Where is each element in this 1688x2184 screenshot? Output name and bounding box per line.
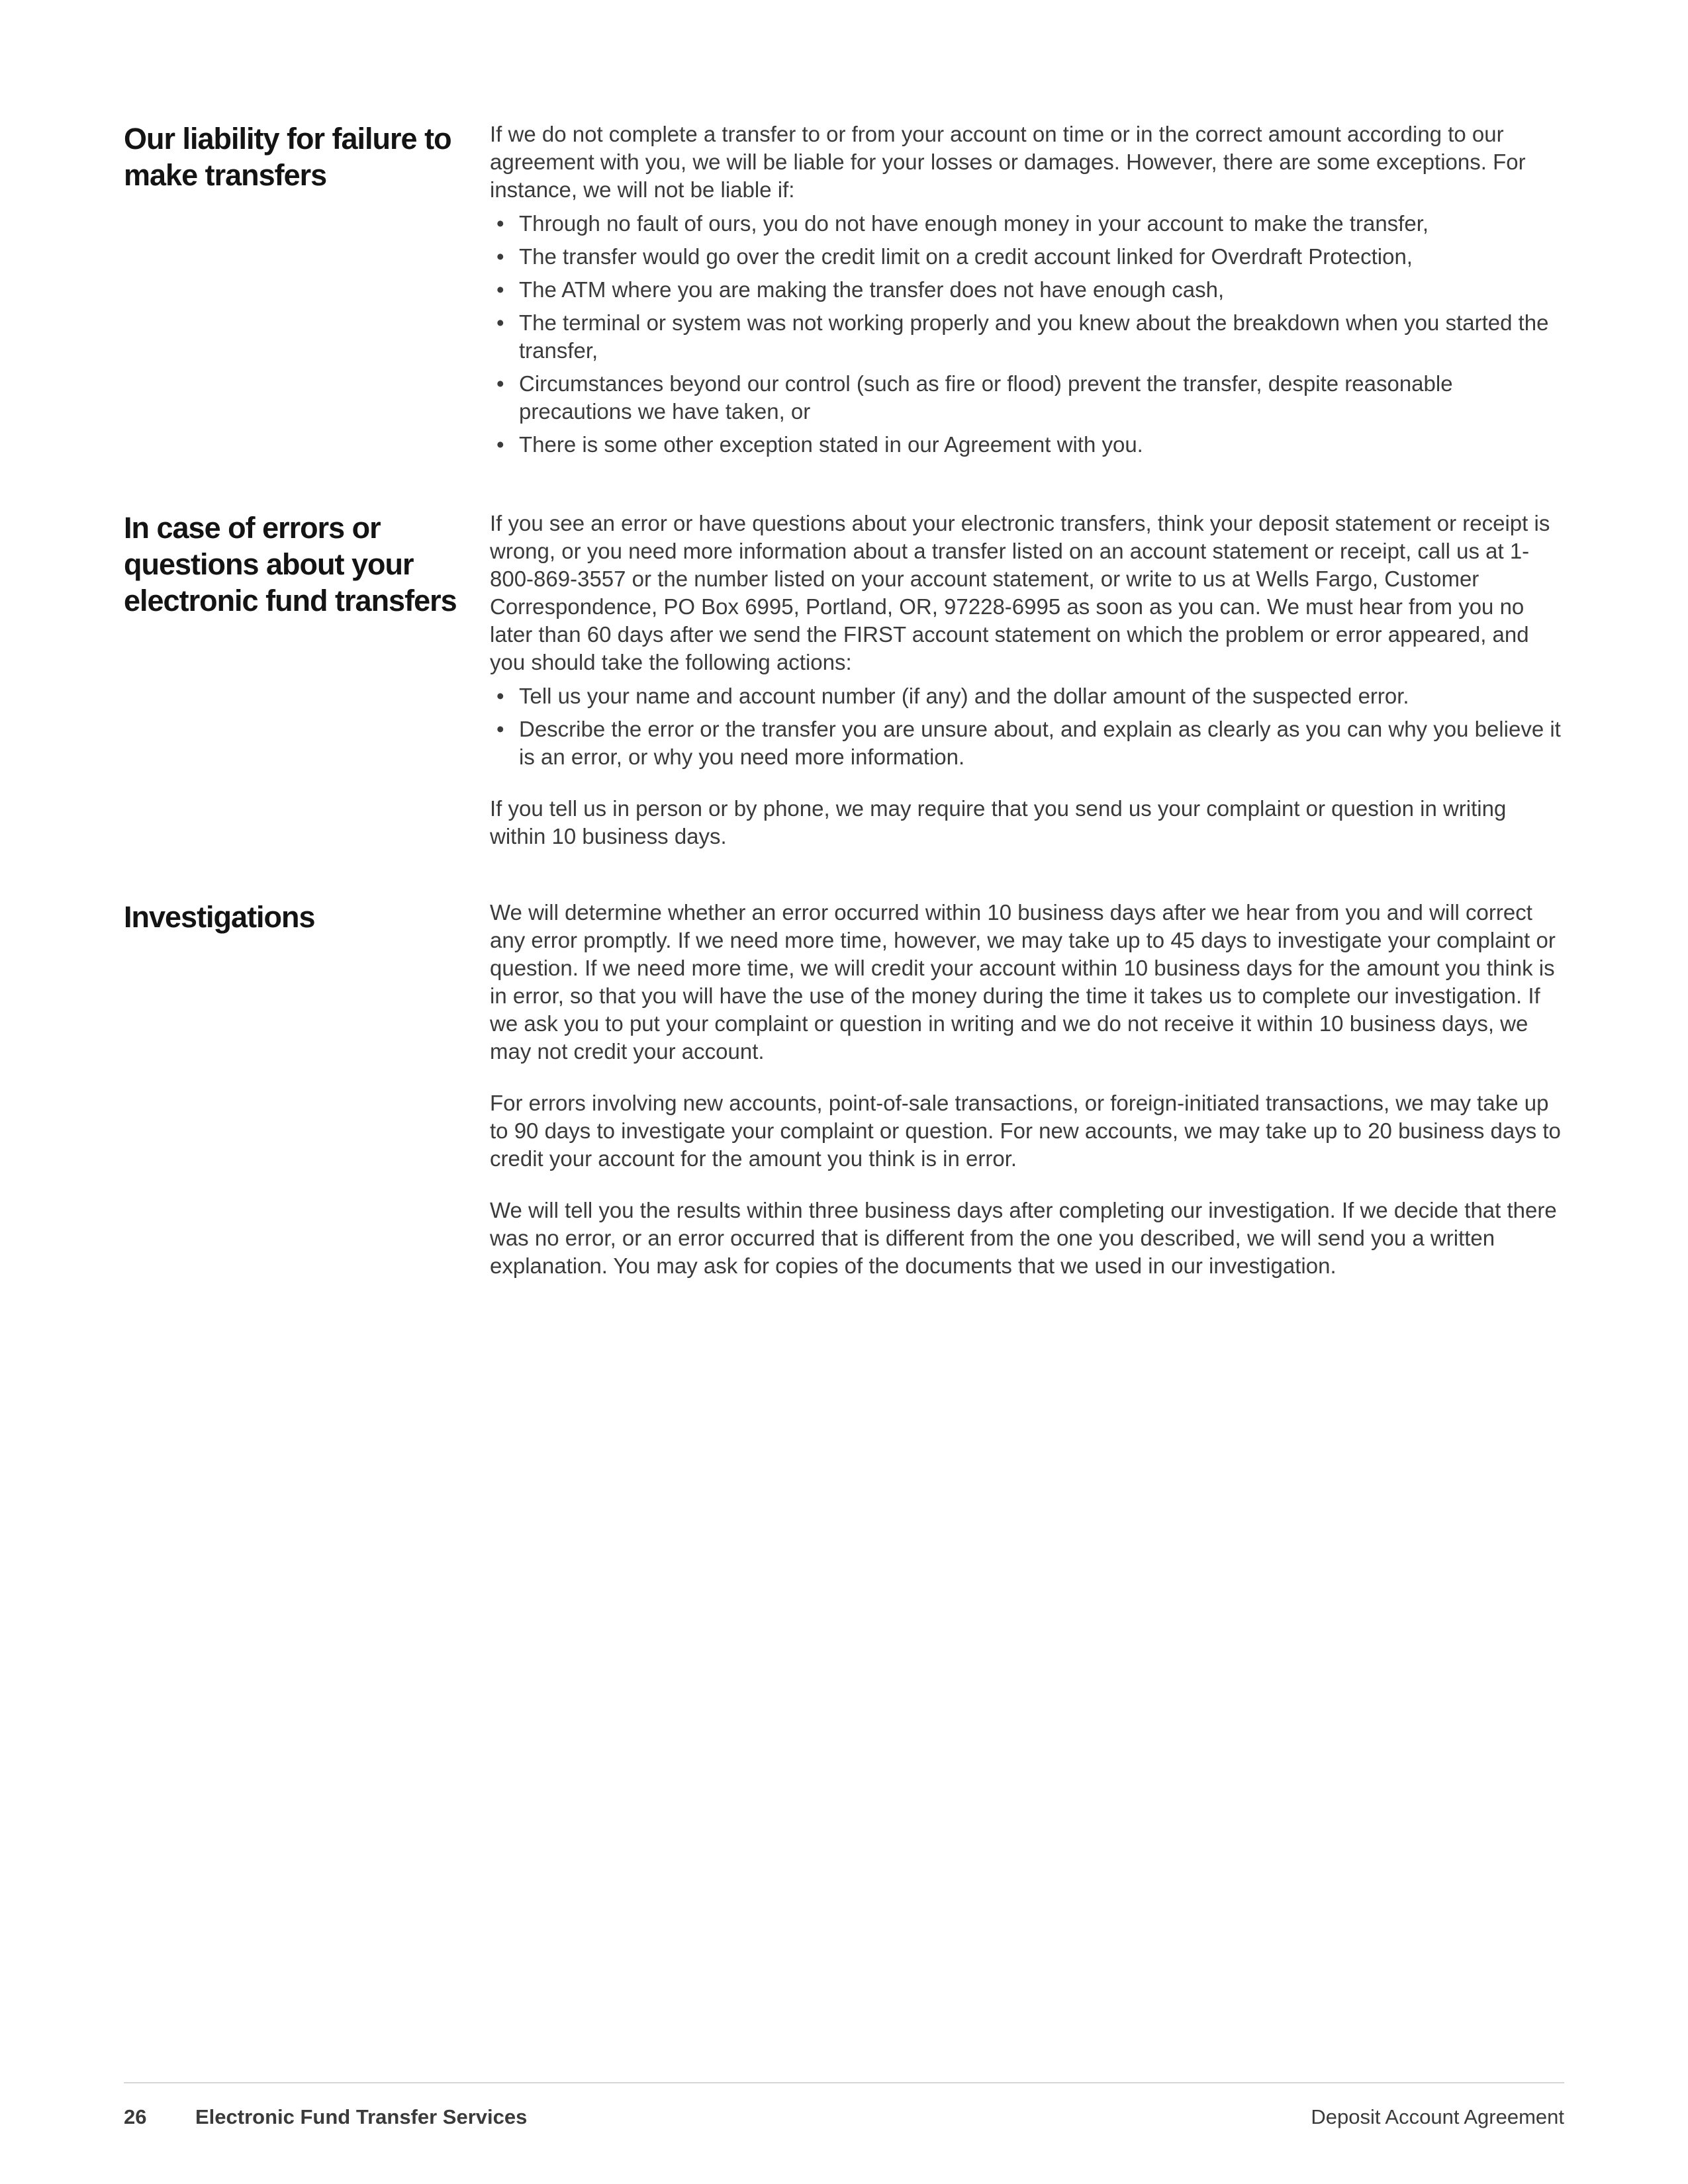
footer-document-title: Deposit Account Agreement xyxy=(1311,2105,1564,2128)
section-body xyxy=(490,899,1564,1280)
bullet-icon: • xyxy=(496,684,504,708)
list-item xyxy=(490,370,1564,426)
bullet-icon: • xyxy=(496,211,504,236)
section-outro: If you tell us in person or by phone, we may require that you send us your complaint or question in writing within 10 business days. xyxy=(490,796,1507,848)
section-heading: Investigations xyxy=(124,900,315,934)
bullet-icon: • xyxy=(496,277,504,302)
list-item-text: The terminal or system was not working properly and you knew about the breakdown when you started the transfer, xyxy=(519,310,1549,363)
actions-list xyxy=(490,682,1564,771)
section-heading: In case of errors or questions about your electronic fund transfers xyxy=(124,511,457,617)
paragraph: We will tell you the results within three business days after completing our investigation. If we decide that there was no error, or an error occurred that is different from the one you described, we will send you a written explanation. You may ask for copies of the documents that we used in our investigation. xyxy=(490,1198,1557,1278)
section-intro: If we do not complete a transfer to or from your account on time or in the correct amount according to our agreement with you, we will be liable for your losses or damages. However, there are some exceptions. For instance, we will not be liable if: xyxy=(490,122,1526,202)
bullet-icon: • xyxy=(496,432,504,457)
paragraph: We will determine whether an error occurred within 10 business days after we hear from you and will correct any error promptly. If we need more time, however, we may take up to 45 days to investigate your complaint or question. If we need more time, we will credit your account within 10 business days for the amount you think is in error, so that you will have the use of the money during the time it takes us to complete our investigation. If we ask you to put your complaint or question in writing and we do not receive it within 10 business days, we may not credit your account. xyxy=(490,900,1556,1064)
list-item-text: Through no fault of ours, you do not have enough money in your account to make the transfer, xyxy=(519,211,1429,236)
list-item xyxy=(490,276,1564,304)
list-item-text: There is some other exception stated in our Agreement with you. xyxy=(519,432,1143,457)
list-item xyxy=(490,715,1564,771)
exceptions-list xyxy=(490,210,1564,459)
footer-section-name: Electronic Fund Transfer Services xyxy=(195,2105,528,2128)
page-number: 26 xyxy=(124,2105,147,2128)
list-item-text: The transfer would go over the credit limit on a credit account linked for Overdraft Protection, xyxy=(519,244,1413,269)
page-footer xyxy=(124,2102,1564,2132)
list-item xyxy=(490,682,1564,710)
list-item-text: Circumstances beyond our control (such as fire or flood) prevent the transfer, despite reasonable precautions we have taken, or xyxy=(519,371,1453,424)
list-item xyxy=(490,210,1564,238)
list-item-text: Tell us your name and account number (if any) and the dollar amount of the suspected error. xyxy=(519,684,1409,708)
bullet-icon: • xyxy=(496,310,504,335)
bullet-icon: • xyxy=(496,717,504,741)
section-heading: Our liability for failure to make transfers xyxy=(124,122,451,192)
list-item-text: Describe the error or the transfer you are unsure about, and explain as clearly as you can why you believe it is an error, or why you need more information. xyxy=(519,717,1561,769)
section-body xyxy=(490,510,1564,850)
paragraph: For errors involving new accounts, point-of-sale transactions, or foreign-initiated transactions, we may take up to 90 days to investigate your complaint or question. For new accounts, we may take up to 20 business days to credit your account for the amount you think is in error. xyxy=(490,1091,1561,1171)
list-item xyxy=(490,431,1564,459)
footer-divider xyxy=(124,2082,1564,2083)
list-item-text: The ATM where you are making the transfer does not have enough cash, xyxy=(519,277,1225,302)
bullet-icon: • xyxy=(496,244,504,269)
bullet-icon: • xyxy=(496,371,504,396)
list-item xyxy=(490,309,1564,365)
section-intro: If you see an error or have questions about your electronic transfers, think your deposit statement or receipt is wrong, or you need more information about a transfer listed on an account statement or receipt, call us at 1-800-869-3557 or the number listed on your account statement, or write to us at Wells Fargo, Customer Correspondence, PO Box 6995, Portland, OR, 97228-6995 as soon as you can. We must hear from you no later than 60 days after we send the FIRST account statement on which the problem or error appeared, and you should take the following actions: xyxy=(490,511,1550,674)
list-item xyxy=(490,243,1564,271)
section-body xyxy=(490,120,1564,464)
